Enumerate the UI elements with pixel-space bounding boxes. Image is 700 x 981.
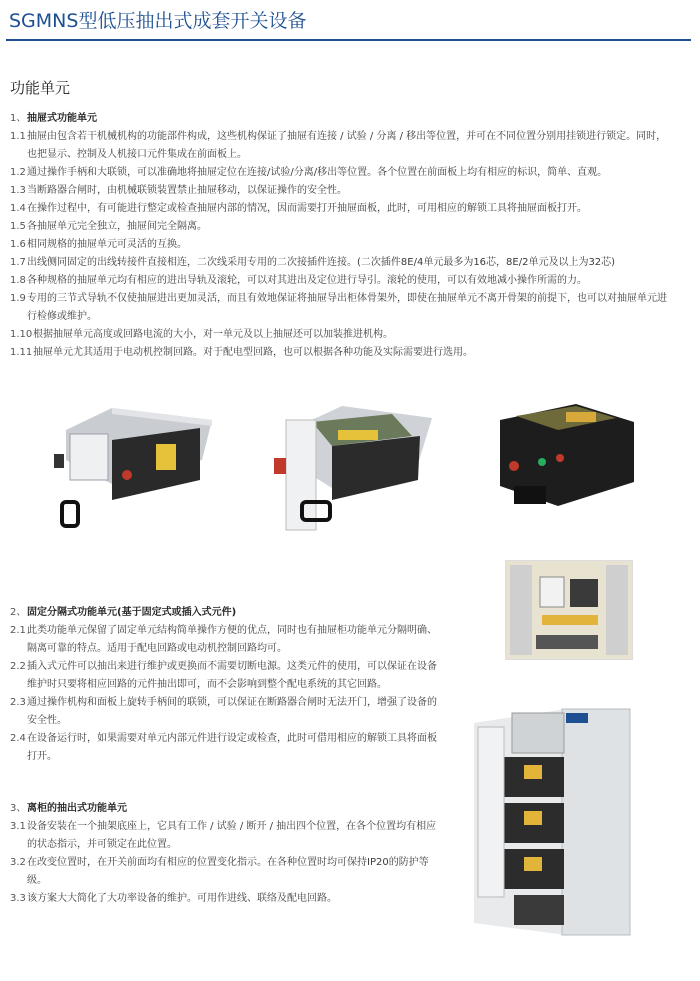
item-text: 固定分隔式功能单元(基于固定式或插入式元件) [27, 607, 237, 618]
list-item [10, 694, 440, 730]
list-item [10, 890, 440, 908]
detached-unit-list [10, 800, 440, 908]
list-item [10, 200, 675, 218]
list-item [10, 658, 440, 694]
list-item [10, 128, 675, 164]
item-number: 2.2 [10, 661, 26, 672]
item-text: 在改变位置时，在开关前面均有相应的位置变化指示。在各种位置时均可保持IP20的防护等级。 [27, 857, 429, 886]
list-item [10, 854, 440, 890]
item-number: 1.1 [10, 131, 26, 142]
withdrawable-cabinet-photo [474, 705, 636, 937]
drawer-unit-photo-3 [496, 398, 636, 516]
item-text: 各抽屉单元完全独立，抽屉间完全隔离。 [27, 221, 207, 232]
item-text: 插入式元件可以抽出来进行维护或更换而不需要切断电源。这类元件的使用，可以保证在设备维护时只要将相应回路的元件抽出即可，而不会影响到整个配电系统的其它回路。 [27, 661, 437, 690]
item-text: 当断路器合闸时，由机械联锁装置禁止抽屉移动，以保证操作的安全性。 [27, 185, 347, 196]
list-item [10, 818, 440, 854]
header-divider [6, 39, 691, 41]
item-number: 1、 [10, 113, 27, 124]
item-number: 1.7 [10, 257, 26, 268]
section-heading: 功能单元 [10, 79, 71, 97]
item-text: 根据抽屉单元高度或回路电流的大小，对一单元及以上抽屉还可以加装推进机构。 [33, 329, 393, 340]
list-item [10, 730, 440, 766]
item-text: 离柜的抽出式功能单元 [27, 803, 127, 814]
fixed-unit-list [10, 604, 440, 766]
list-item [10, 254, 675, 272]
item-text: 该方案大大简化了大功率设备的维护。可用作进线、联络及配电回路。 [27, 893, 337, 904]
item-number: 1.5 [10, 221, 26, 232]
list-heading [10, 800, 440, 818]
item-number: 3.3 [10, 893, 26, 904]
list-item [10, 164, 675, 182]
list-item [10, 218, 675, 236]
item-number: 1.10 [10, 329, 33, 340]
drawer-unit-photo-2 [272, 400, 438, 534]
item-number: 1.9 [10, 293, 26, 304]
list-heading [10, 604, 440, 622]
item-number: 1.11 [10, 347, 33, 358]
item-number: 1.3 [10, 185, 26, 196]
item-number: 1.6 [10, 239, 26, 250]
item-number: 2.4 [10, 733, 26, 744]
item-text: 抽屉由包含若干机械机构的功能部件构成，这些机构保证了抽屉有连接 / 试验 / 分离 / 移出等位置，并可在不同位置分别用挂锁进行锁定。同时，也把显示、控制及人机接口元件集成在前面板上。 [27, 131, 667, 160]
item-text: 通过操作机构和面板上旋转手柄间的联锁，可以保证在断路器合闸时无法开门，增强了设备的安全性。 [27, 697, 437, 726]
item-text: 相同规格的抽屉单元可灵活的互换。 [27, 239, 187, 250]
drawer-unit-list [10, 110, 675, 362]
item-text: 此类功能单元保留了固定单元结构简单操作方便的优点，同时也有抽屉柜功能单元分隔明确、隔离可靠的特点。适用于配电回路或电动机控制回路均可。 [27, 625, 437, 654]
list-item [10, 272, 675, 290]
item-number: 1.4 [10, 203, 26, 214]
item-text: 通过操作手柄和大联锁，可以准确地将抽屉定位在连接/试验/分离/移出等位置。各个位置在前面板上均有相应的标识，简单、直观。 [27, 167, 608, 178]
item-text: 在设备运行时，如果需要对单元内部元件进行设定或检查，此时可借用相应的解锁工具将面板打开。 [27, 733, 437, 762]
list-item [10, 182, 675, 200]
list-item [10, 622, 440, 658]
item-number: 3.2 [10, 857, 26, 868]
item-number: 3.1 [10, 821, 26, 832]
item-text: 设备安装在一个抽架底座上，它具有工作 / 试验 / 断开 / 抽出四个位置，在各个位置均有相应的状态指示，并可锁定在此位置。 [27, 821, 437, 850]
list-item [10, 326, 675, 344]
item-number: 1.8 [10, 275, 26, 286]
item-text: 抽屉式功能单元 [27, 113, 97, 124]
list-item [10, 344, 675, 362]
fixed-unit-photo [505, 560, 633, 660]
item-number: 2、 [10, 607, 27, 618]
item-text: 抽屉单元尤其适用于电动机控制回路。对于配电型回路，也可以根据各种功能及实际需要进行选用。 [33, 347, 473, 358]
item-text: 在操作过程中，有可能进行整定或检查抽屉内部的情况，因而需要打开抽屉面板，此时，可用相应的解锁工具将抽屉面板打开。 [27, 203, 587, 214]
list-heading [10, 110, 675, 128]
item-number: 3、 [10, 803, 27, 814]
item-number: 2.3 [10, 697, 26, 708]
list-item [10, 290, 675, 326]
item-number: 1.2 [10, 167, 26, 178]
drawer-unit-photo-1 [52, 400, 218, 534]
item-text: 出线侧同固定的出线转接件直接相连，二次线采用专用的二次接插件连接。(二次插件8E/4单元最多为16芯，8E/2单元及以上为32芯) [27, 257, 616, 268]
item-text: 专用的三节式导轨不仅使抽屉进出更加灵活，而且有效地保证将抽屉导出柜体骨架外，即使在抽屉单元不离开骨架的前提下，也可以对抽屉单元进行检修或维护。 [27, 293, 667, 322]
list-item [10, 236, 675, 254]
item-number: 2.1 [10, 625, 26, 636]
item-text: 各种规格的抽屉单元均有相应的进出导轨及滚轮，可以对其进出及定位进行导引。滚轮的使用，可以有效地减小操作所需的力。 [27, 275, 587, 286]
page-header-title: SGMNS型低压抽出式成套开关设备 [9, 10, 307, 32]
